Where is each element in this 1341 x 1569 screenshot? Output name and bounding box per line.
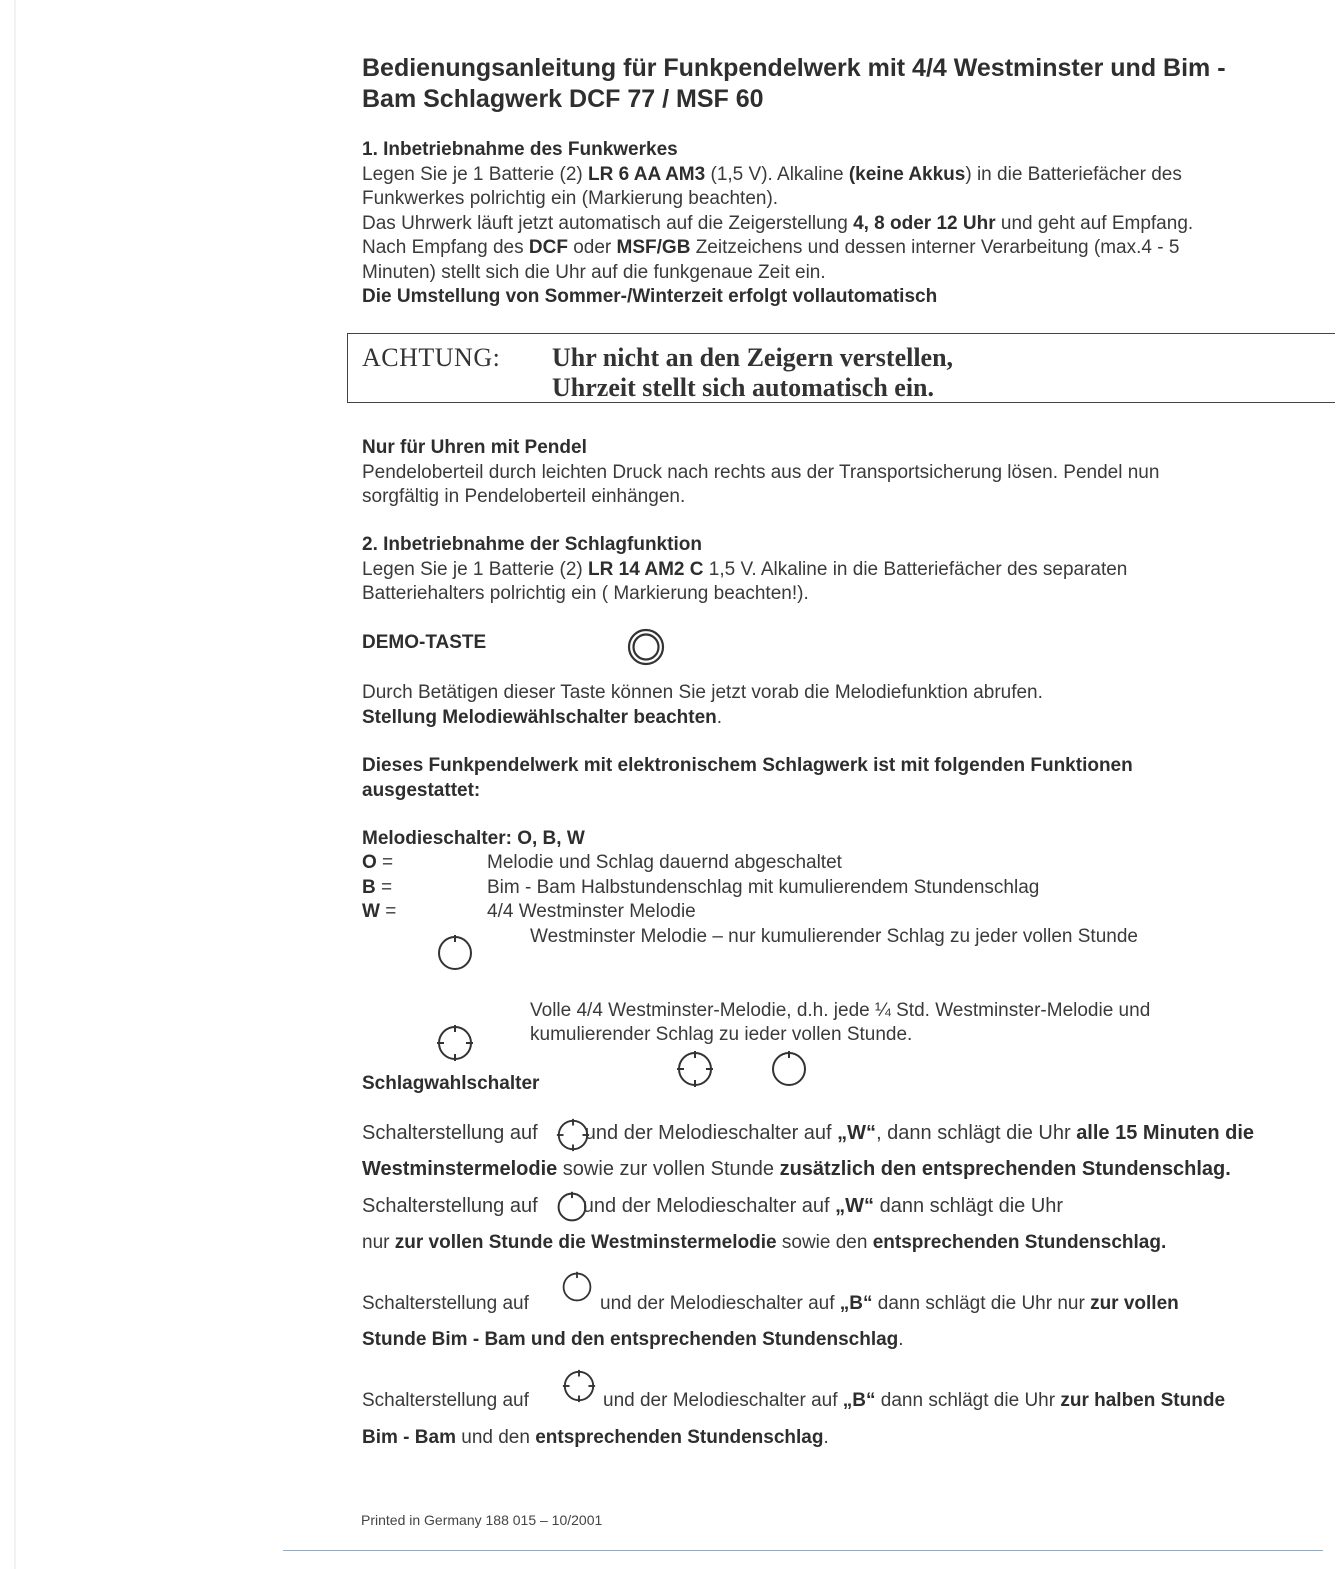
page-title bbox=[362, 53, 1322, 115]
option-w-desc: 4/4 Westminster Melodie bbox=[487, 901, 696, 922]
battery-type: LR 14 AM2 C bbox=[588, 558, 704, 580]
p2-line-2 bbox=[362, 1231, 1166, 1256]
features-line-2: ausgestattet: bbox=[362, 779, 481, 801]
text: = bbox=[376, 852, 394, 873]
warning-label: ACHTUNG: bbox=[362, 343, 501, 372]
section-2-heading: 2. Inbetriebnahme der Schlagfunktion bbox=[362, 534, 702, 555]
warning-line-2: Uhrzeit stellt sich automatisch ein. bbox=[552, 373, 935, 402]
text: und geht auf Empfang. bbox=[995, 212, 1194, 234]
title-line-1: Bedienungsanleitung für Funkpendelwerk mit 4/4 Westminster und Bim - bbox=[362, 54, 1226, 82]
section-1-line-1 bbox=[362, 163, 1193, 188]
section-funkwerk bbox=[362, 138, 1193, 310]
msf-label: MSF/GB bbox=[616, 237, 691, 258]
text: ) in die Batteriefächer des bbox=[965, 163, 1182, 185]
warning-line-1: Uhr nicht an den Zeigern verstellen, bbox=[552, 343, 954, 372]
section-1-line-4 bbox=[362, 236, 1193, 261]
text: Schalterstellung auf bbox=[362, 1195, 544, 1217]
symbol-full-hour-desc: Westminster Melodie – nur kumulierender Schlag zu jeder vollen Stunde bbox=[530, 926, 1138, 947]
text: 1,5 V. Alkaline in die Batteriefächer des separaten bbox=[703, 558, 1128, 580]
p2-line-1 bbox=[362, 1194, 1063, 1219]
scan-edge bbox=[14, 0, 16, 1569]
features-intro bbox=[362, 754, 1133, 803]
symbol-quarter-desc-2: kumulierender Schlag zu ieder vollen Stunde. bbox=[530, 1024, 913, 1045]
text: entsprechenden Stundenschlag bbox=[535, 1427, 824, 1448]
section-schlagfunktion bbox=[362, 533, 1127, 607]
section-pendel bbox=[362, 436, 1159, 510]
battery-type: LR 6 AA AM3 bbox=[588, 163, 706, 185]
text: oder bbox=[567, 237, 617, 258]
text: entsprechenden Stundenschlag. bbox=[872, 1232, 1167, 1253]
bottom-rule bbox=[283, 1550, 1323, 1551]
text: und den bbox=[455, 1427, 536, 1448]
melody-switch-heading: Melodieschalter: O, B, W bbox=[362, 828, 585, 849]
text: zur halben Stunde bbox=[1060, 1390, 1226, 1411]
switch-value: „W“ bbox=[837, 1122, 877, 1144]
text: Bim - Bam bbox=[362, 1427, 456, 1448]
circle-single-tick-icon bbox=[560, 1270, 594, 1304]
section-1-line-2: Funkwerkes polrichtig ein (Markierung beachten). bbox=[362, 188, 779, 209]
dcf-label: DCF bbox=[528, 237, 568, 258]
circle-single-tick-icon bbox=[436, 934, 474, 972]
text: Nach Empfang des bbox=[362, 237, 529, 258]
print-footer: Printed in Germany 188 015 – 10/2001 bbox=[361, 1512, 603, 1528]
symbol-quarter-desc-1: Volle 4/4 Westminster-Melodie, d.h. jede ¼ Std. Westminster-Melodie und bbox=[530, 1000, 1151, 1021]
p4-line-1-end bbox=[603, 1389, 1225, 1414]
p3-line-1-start: Schalterstellung auf bbox=[362, 1293, 529, 1314]
p4-line-2 bbox=[362, 1426, 829, 1451]
features-line-1: Dieses Funkpendelwerk mit elektronischem Schlagwerk ist mit folgenden Funktionen bbox=[362, 755, 1133, 776]
text: Legen Sie je 1 Batterie (2) bbox=[362, 558, 589, 580]
text: sowie zur vollen Stunde bbox=[557, 1158, 780, 1180]
p4-line-1-start: Schalterstellung auf bbox=[362, 1390, 529, 1411]
p3-line-1-end bbox=[600, 1292, 1179, 1317]
key: B bbox=[362, 877, 376, 898]
circle-four-ticks-icon bbox=[676, 1050, 714, 1088]
text: Stunde Bim - Bam und den entsprechenden Stundenschlag bbox=[362, 1329, 899, 1350]
p1-line-2 bbox=[362, 1157, 1231, 1182]
circle-four-ticks-icon bbox=[436, 1024, 474, 1062]
switch-value: „B“ bbox=[839, 1293, 873, 1314]
demo-text bbox=[362, 681, 1043, 730]
section-1-line-3 bbox=[362, 212, 1193, 237]
text: zur vollen Stunde die Westminstermelodie bbox=[394, 1232, 777, 1253]
section-1-line-5: Minuten) stellt sich die Uhr auf die funkgenaue Zeit ein. bbox=[362, 261, 826, 283]
text: alle 15 Minuten die bbox=[1076, 1122, 1255, 1144]
circle-single-tick-icon bbox=[770, 1050, 808, 1088]
text: Zeitzeichens und dessen interner Verarbeitung (max.4 - 5 bbox=[690, 237, 1180, 258]
switch-value: „B“ bbox=[842, 1390, 876, 1411]
text: dann schlägt die Uhr bbox=[875, 1390, 1061, 1411]
title-line-2: Bam Schlagwerk DCF 77 / MSF 60 bbox=[362, 85, 764, 113]
option-o-key bbox=[362, 851, 393, 876]
pendel-heading: Nur für Uhren mit Pendel bbox=[362, 437, 587, 458]
p3-line-2 bbox=[362, 1328, 904, 1353]
text: Das Uhrwerk läuft jetzt automatisch auf die Zeigerstellung bbox=[362, 212, 854, 234]
demo-line-1: Durch Betätigen dieser Taste können Sie jetzt vorab die Melodiefunktion abrufen. bbox=[362, 682, 1043, 703]
text: und der Melodieschalter auf bbox=[579, 1122, 838, 1144]
text: . bbox=[716, 706, 723, 728]
strike-switch-heading: Schlagwahlschalter bbox=[362, 1073, 540, 1094]
pendel-line-2: sorgfältig in Pendeloberteil einhängen. bbox=[362, 486, 686, 507]
circle-single-tick-icon bbox=[555, 1190, 589, 1224]
key: W bbox=[362, 901, 380, 922]
text: sowie den bbox=[776, 1232, 873, 1253]
text: nur bbox=[362, 1232, 395, 1253]
section-1-line-6: Die Umstellung von Sommer-/Winterzeit erfolgt vollautomatisch bbox=[362, 286, 938, 307]
text: = bbox=[375, 877, 393, 898]
text: dann schlägt die Uhr bbox=[874, 1195, 1064, 1217]
demo-heading: DEMO-TASTE bbox=[362, 632, 487, 653]
text: zusätzlich den entsprechenden Stundenschlag. bbox=[779, 1158, 1231, 1180]
option-b-key bbox=[362, 876, 392, 901]
circle-four-ticks-icon bbox=[555, 1117, 591, 1153]
text: Westminstermelodie bbox=[362, 1158, 558, 1180]
switch-value: „W“ bbox=[835, 1195, 875, 1217]
section-2-line-2: Batteriehalters polrichtig ein ( Markierung beachten!). bbox=[362, 583, 809, 604]
p1-line-1 bbox=[362, 1121, 1254, 1146]
text: dann schlägt die Uhr nur bbox=[872, 1293, 1091, 1314]
section-2-line-1 bbox=[362, 558, 1127, 583]
text: . bbox=[823, 1427, 829, 1448]
option-w-key bbox=[362, 900, 396, 925]
key: O bbox=[362, 852, 377, 873]
text: und der Melodieschalter auf bbox=[577, 1195, 836, 1217]
pendel-line-1: Pendeloberteil durch leichten Druck nach rechts aus der Transportsicherung lösen. Pendel nun bbox=[362, 461, 1160, 483]
text: Legen Sie je 1 Batterie (2) bbox=[362, 163, 589, 185]
circle-four-ticks-icon bbox=[561, 1368, 597, 1404]
text: , dann schlägt die Uhr bbox=[876, 1122, 1077, 1144]
no-accus-note: (keine Akkus bbox=[848, 163, 966, 185]
text: und der Melodieschalter auf bbox=[600, 1293, 840, 1314]
text: Schalterstellung auf bbox=[362, 1122, 544, 1144]
section-1-heading: 1. Inbetriebnahme des Funkwerkes bbox=[362, 139, 678, 160]
text: (1,5 V). Alkaline bbox=[705, 163, 849, 185]
text: . bbox=[898, 1329, 904, 1350]
hand-positions: 4, 8 oder 12 Uhr bbox=[853, 212, 996, 234]
text: zur vollen bbox=[1090, 1293, 1179, 1314]
option-o-desc: Melodie und Schlag dauernd abgeschaltet bbox=[487, 852, 842, 873]
text: und der Melodieschalter auf bbox=[603, 1390, 843, 1411]
option-b-desc: Bim - Bam Halbstundenschlag mit kumulierendem Stundenschlag bbox=[487, 877, 1040, 898]
double-circle-button-icon bbox=[626, 627, 666, 667]
warning-box bbox=[347, 333, 1335, 403]
demo-line-2 bbox=[362, 706, 1043, 731]
text: Stellung Melodiewählschalter beachten bbox=[362, 706, 717, 728]
text: = bbox=[379, 901, 397, 922]
